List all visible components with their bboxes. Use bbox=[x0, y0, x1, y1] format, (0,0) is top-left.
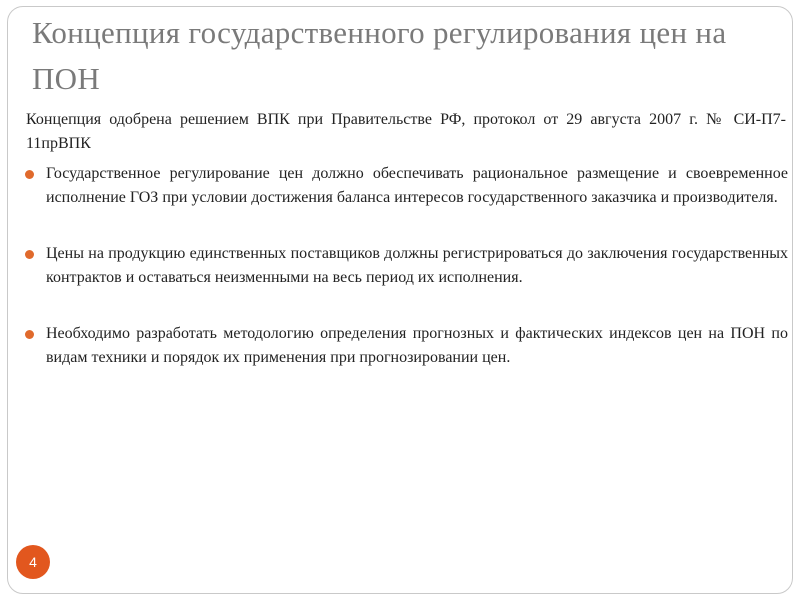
bullet-text: Цены на продукцию единственных поставщиков должны регистрироваться до заключения государственных контрактов и оставаться неизменными на весь период их исполнения. bbox=[46, 245, 788, 286]
bullet-item bbox=[22, 242, 788, 290]
bullet-dot-icon bbox=[25, 330, 34, 339]
bullet-dot-icon bbox=[25, 170, 34, 179]
slide-title: Концепция государственного регулирования цен на ПОН bbox=[32, 15, 727, 96]
bullet-list bbox=[22, 162, 788, 370]
bullet-item bbox=[22, 322, 788, 370]
bullet-dot-icon bbox=[25, 250, 34, 259]
bullet-text: Необходимо разработать методологию определения прогнозных и фактических индексов цен на ПОН по видам техники и порядок их применения при прогнозировании цен. bbox=[46, 325, 788, 366]
bullet-text: Государственное регулирование цен должно обеспечивать рациональное размещение и своевременное исполнение ГОЗ при условии достижения баланса интересов государственного заказчика и производителя. bbox=[46, 165, 788, 206]
bullet-item bbox=[22, 162, 788, 210]
intro-paragraph: Концепция одобрена решением ВПК при Правительстве РФ, протокол от 29 августа 2007 г. № СИ-П7-11прВПК bbox=[26, 111, 786, 152]
page-number-badge: 4 bbox=[16, 545, 50, 579]
